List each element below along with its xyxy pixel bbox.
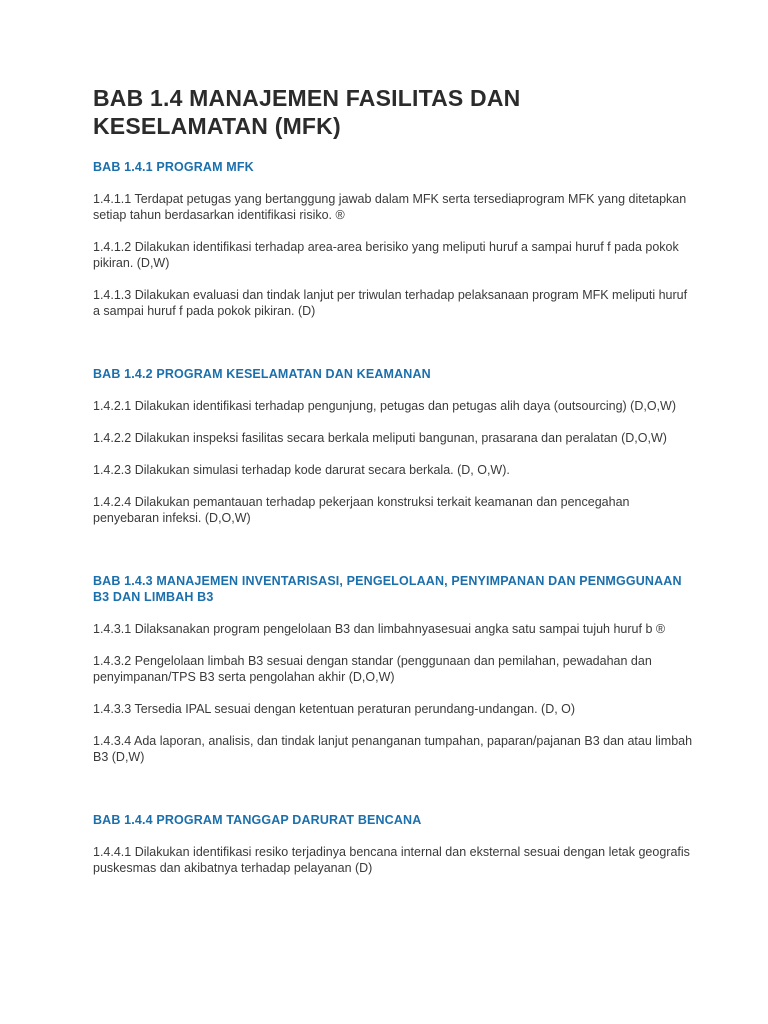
section-tanggap-darurat — [93, 812, 693, 876]
section-heading: BAB 1.4.2 PROGRAM KESELAMATAN DAN KEAMANAN — [93, 367, 431, 381]
section-program-keselamatan — [93, 366, 693, 526]
criterion-item: 1.4.1.3 Dilakukan evaluasi dan tindak lanjut per triwulan terhadap pelaksanaan program MFK meliputi huruf a sampai huruf f pada pokok pikiran. (D) — [93, 288, 688, 318]
section-program-mfk — [93, 159, 693, 319]
criterion-item: 1.4.3.2 Pengelolaan limbah B3 sesuai dengan standar (penggunaan dan pemilahan, pewadahan dan penyimpanan/TPS B3 serta pengolahan akhir (D,O,W) — [93, 654, 652, 684]
criterion-item: 1.4.4.1 Dilakukan identifikasi resiko terjadinya bencana internal dan eksternal sesuai dengan letak geografis puskesmas dan akibatnya terhadap pelayanan (D) — [93, 845, 690, 875]
criterion-item: 1.4.2.3 Dilakukan simulasi terhadap kode darurat secara berkala. (D, O,W). — [93, 463, 510, 477]
section-heading: BAB 1.4.1 PROGRAM MFK — [93, 160, 254, 174]
criterion-item: 1.4.2.4 Dilakukan pemantauan terhadap pekerjaan konstruksi terkait keamanan dan pencegahan penyebaran infeksi. (D,O,W) — [93, 495, 630, 525]
document-page — [93, 84, 693, 876]
criterion-item: 1.4.3.3 Tersedia IPAL sesuai dengan ketentuan peraturan perundang-undangan. (D, O) — [93, 702, 576, 716]
criterion-item: 1.4.2.2 Dilakukan inspeksi fasilitas secara berkala meliputi bangunan, prasarana dan peralatan (D,O,W) — [93, 431, 667, 445]
criterion-item: 1.4.3.1 Dilaksanakan program pengelolaan B3 dan limbahnyasesuai angka satu sampai tujuh huruf b ® — [93, 622, 666, 636]
document-title: BAB 1.4 MANAJEMEN FASILITAS DAN KESELAMATAN (MFK) — [93, 85, 521, 139]
section-heading: BAB 1.4.3 MANAJEMEN INVENTARISASI, PENGELOLAAN, PENYIMPANAN DAN PENMGGUNAAN B3 DAN LIMBAH B3 — [93, 574, 682, 604]
criterion-item: 1.4.2.1 Dilakukan identifikasi terhadap pengunjung, petugas dan petugas alih daya (outsourcing) (D,O,W) — [93, 399, 676, 413]
criterion-item: 1.4.1.2 Dilakukan identifikasi terhadap area-area berisiko yang meliputi huruf a sampai huruf f pada pokok pikiran. (D,W) — [93, 240, 679, 270]
criterion-item: 1.4.3.4 Ada laporan, analisis, dan tindak lanjut penanganan tumpahan, paparan/pajanan B3 dan atau limbah B3 (D,W) — [93, 734, 693, 764]
section-heading: BAB 1.4.4 PROGRAM TANGGAP DARURAT BENCANA — [93, 813, 422, 827]
criterion-item: 1.4.1.1 Terdapat petugas yang bertanggung jawab dalam MFK serta tersediaprogram MFK yang ditetapkan setiap tahun berdasarkan identifikasi risiko. ® — [93, 192, 687, 222]
section-manajemen-b3 — [93, 573, 693, 765]
